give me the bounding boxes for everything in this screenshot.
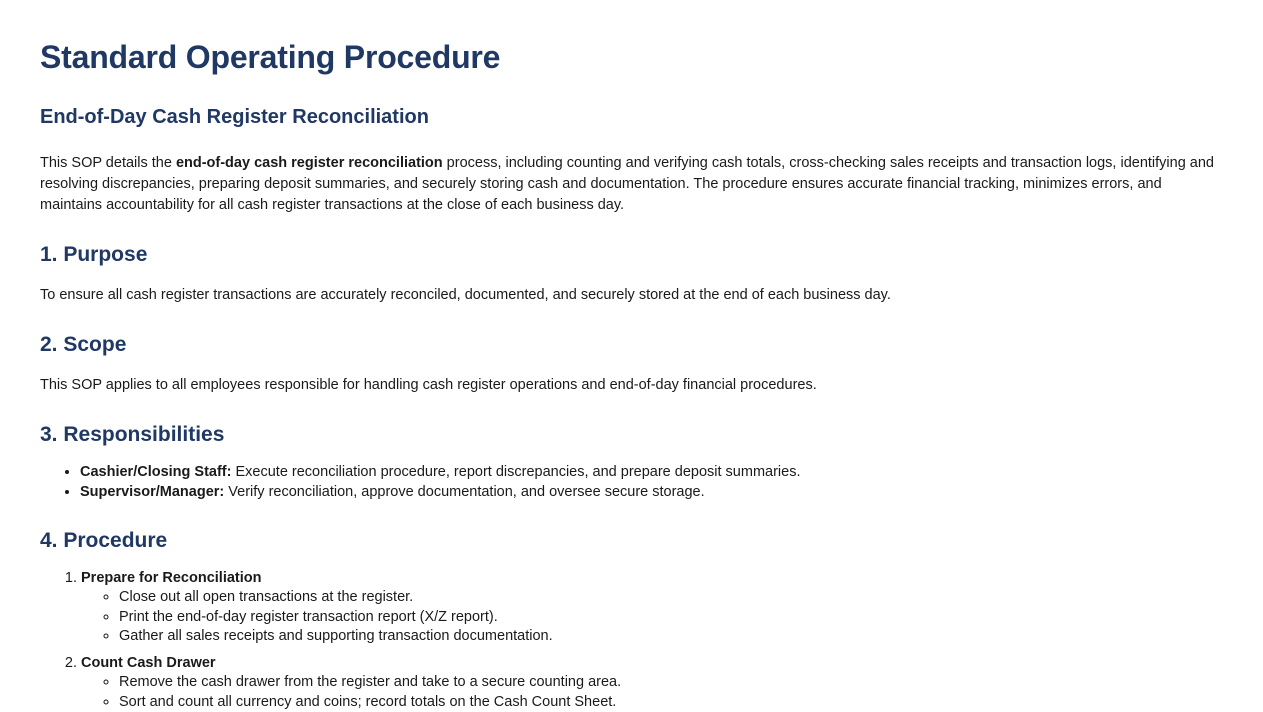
list-item: ◦ Close out all open transactions at the register.: [119, 588, 1223, 607]
responsibilities-list: [40, 463, 1223, 502]
list-item: [80, 483, 1223, 502]
section-heading-responsibilities: 3. Responsibilities: [40, 423, 225, 447]
procedure-substep-list: [81, 588, 1223, 646]
procedure-step-title: Count Cash Drawer: [81, 655, 216, 672]
list-item: ◦ Print the end-of-day register transaction report (X/Z report).: [119, 608, 1223, 627]
section-heading-purpose: 1. Purpose: [40, 243, 148, 267]
intro-paragraph: [40, 153, 1223, 216]
page-title: Standard Operating Procedure: [40, 39, 501, 75]
section-text-purpose: To ensure all cash register transactions are accurately reconciled, documented, and securely stored at the end of each business day.: [40, 287, 891, 304]
procedure-substep-list: [81, 673, 1223, 712]
list-item: [81, 569, 1223, 646]
list-item: ◦ Remove the cash drawer from the register and take to a secure counting area.: [119, 673, 1223, 692]
responsibility-role: Cashier/Closing Staff:: [80, 464, 232, 481]
responsibility-role: Supervisor/Manager:: [80, 483, 225, 500]
section-text-scope: This SOP applies to all employees responsible for handling cash register operations and end-of-day financial procedures.: [40, 377, 817, 394]
section-heading-scope: 2. Scope: [40, 333, 127, 357]
list-item: ◦ Sort and count all currency and coins; record totals on the Cash Count Sheet.: [119, 693, 1223, 712]
intro-rest: process, including counting and verifying cash totals, cross-checking sales receipts and transaction logs, identifying and resolving discrepancies, preparing deposit summaries, and securely storing cash and documentation. The procedure ensures accurate financial tracking, minimizes errors, and maintains accountability for all cash register transactions at the close of each business day.: [40, 155, 1214, 214]
list-item: [81, 654, 1223, 712]
intro-lead: This SOP details the: [40, 155, 176, 172]
section-heading-procedure: 4. Procedure: [40, 529, 168, 553]
responsibility-detail: Execute reconciliation procedure, report discrepancies, and prepare deposit summaries.: [231, 464, 801, 481]
list-item: ◦ Gather all sales receipts and supporting transaction documentation.: [119, 627, 1223, 646]
procedure-list: [40, 569, 1223, 712]
responsibility-detail: Verify reconciliation, approve documentation, and oversee secure storage.: [224, 483, 705, 500]
intro-bold-phrase: end-of-day cash register reconciliation: [175, 155, 443, 172]
procedure-step-title: Prepare for Reconciliation: [81, 570, 262, 587]
list-item: [80, 463, 1223, 482]
document-subtitle: End-of-Day Cash Register Reconciliation: [40, 106, 429, 129]
